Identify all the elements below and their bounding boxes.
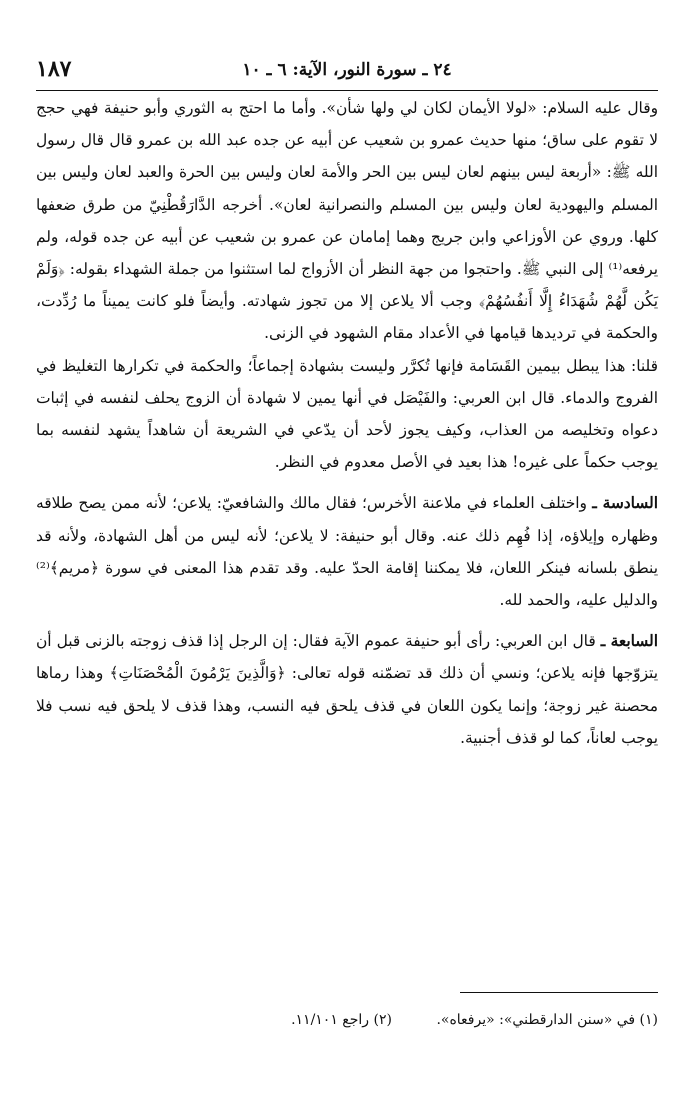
footnote-2: (٢) راجع ١١/١٠١.	[291, 1012, 392, 1028]
paragraph-1	[36, 92, 658, 350]
footnotes	[36, 1012, 658, 1028]
paragraph-lead: السادسة ـ	[592, 494, 658, 513]
paragraph-text: قلنا: هذا يبطل بيمين القَسَامة فإنها تُكرَّر وليست بشهادة إجماعاً؛ والحكمة في تكرارها التغليظ في الفروج والدماء. قال ابن العربي: والفَيْصَل في أنها يمين لا شهادة أن الزوج يحلف لنفسه في إثبات دعواه وتخليصه من العذاب، وكيف يجوز لأحد أن يدّعي في الشريعة أن شاهداً يشهد لنفسه بما يوجب حكماً على غيره! هذا بعيد في الأصل معدوم في النظر.	[36, 356, 658, 472]
paragraph-text: وقال عليه السلام: «لولا الأيمان لكان لي ولها شأن». وأما ما احتج به الثوري وأبو حنيفة فهي حجج لا تقوم على ساق؛ منها حديث عمرو بن شعيب عن أبيه عن جده عبد الله بن عمرو قال قال رسول الله ﷺ: «أربعة ليس بينهم لعان ليس بين الحر والأمة لعان وليس بين الحرة والعبد لعان وليس بين المسلم واليهودية لعان وليس بين المسلم والنصرانية لعان». أخرجه الدَّارَقُطْنِيّ من طرق ضعفها كلها. وروي عن الأوزاعي وابن جريج وهما إمامان عن عمرو بن شعيب عن أبيه عن جده قوله، ولم يرفعه⁽¹⁾ إلى النبي ﷺ. واحتجوا من جهة النظر أن الأزواج لما استثنوا من جملة الشهداء بقوله: ﴿وَلَمْ يَكُن لَّهُمْ شُهَدَاءُ إِلَّا أَنفُسُهُمْ﴾ وجب ألا يلاعن إلا من تجوز شهادته. وأيضاً فلو كانت يميناً ما رُدِّدت، والحكمة في ترديدها قيامها في الأعداد مقام الشهود في الزنى.	[36, 99, 658, 343]
paragraph-4	[36, 625, 658, 754]
footnote-1: (١) في «سنن الدارقطني»: «يرفعاه».	[436, 1012, 658, 1028]
footnote-rule	[460, 992, 658, 993]
paragraph-text: واختلف العلماء في ملاعنة الأخرس؛ فقال مالك والشافعيّ: يلاعن؛ لأنه ممن يصح طلاقه وظهاره وإيلاؤه، إذا فُهِم ذلك عنه. وقال أبو حنيفة: لا يلاعن؛ لأنه ليس من أهل الشهادة، ولأنه قد ينطق بلسانه فينكر اللعان، فلا يمكننا إقامة الحدّ عليه. وقد تقدم هذا المعنى في سورة ﴿مريم﴾⁽²⁾ والدليل عليه، والحمد لله.	[36, 494, 658, 610]
main-text	[36, 92, 658, 754]
paragraph-3	[36, 487, 658, 616]
page-number: ١٨٧	[36, 56, 72, 82]
paragraph-text: قال ابن العربي: رأى أبو حنيفة عموم الآية فقال: إن الرجل إذا قذف زوجته بالزنى قبل أن يتزوّجها فإنه يلاعن؛ ونسي أن ذلك قد تضمّنه قوله تعالى: ﴿وَالَّذِينَ يَرْمُونَ الْمُحْصَنَاتِ﴾ وهذا رماها محصنة غير زوجة؛ وإنما يكون اللعان في قذف يلحق فيه النسب، وهذا قذف لا يلحق فيه نسب فلا يوجب لعاناً، كما لو قذف أجنبية.	[36, 632, 658, 747]
paragraph-2	[36, 350, 658, 479]
header-title: ٢٤ ـ سورة النور، الآية: ٦ ـ ١٠	[242, 60, 452, 80]
header-rule	[36, 90, 658, 91]
paragraph-lead: السابعة ـ	[600, 632, 658, 651]
running-header	[36, 58, 658, 92]
